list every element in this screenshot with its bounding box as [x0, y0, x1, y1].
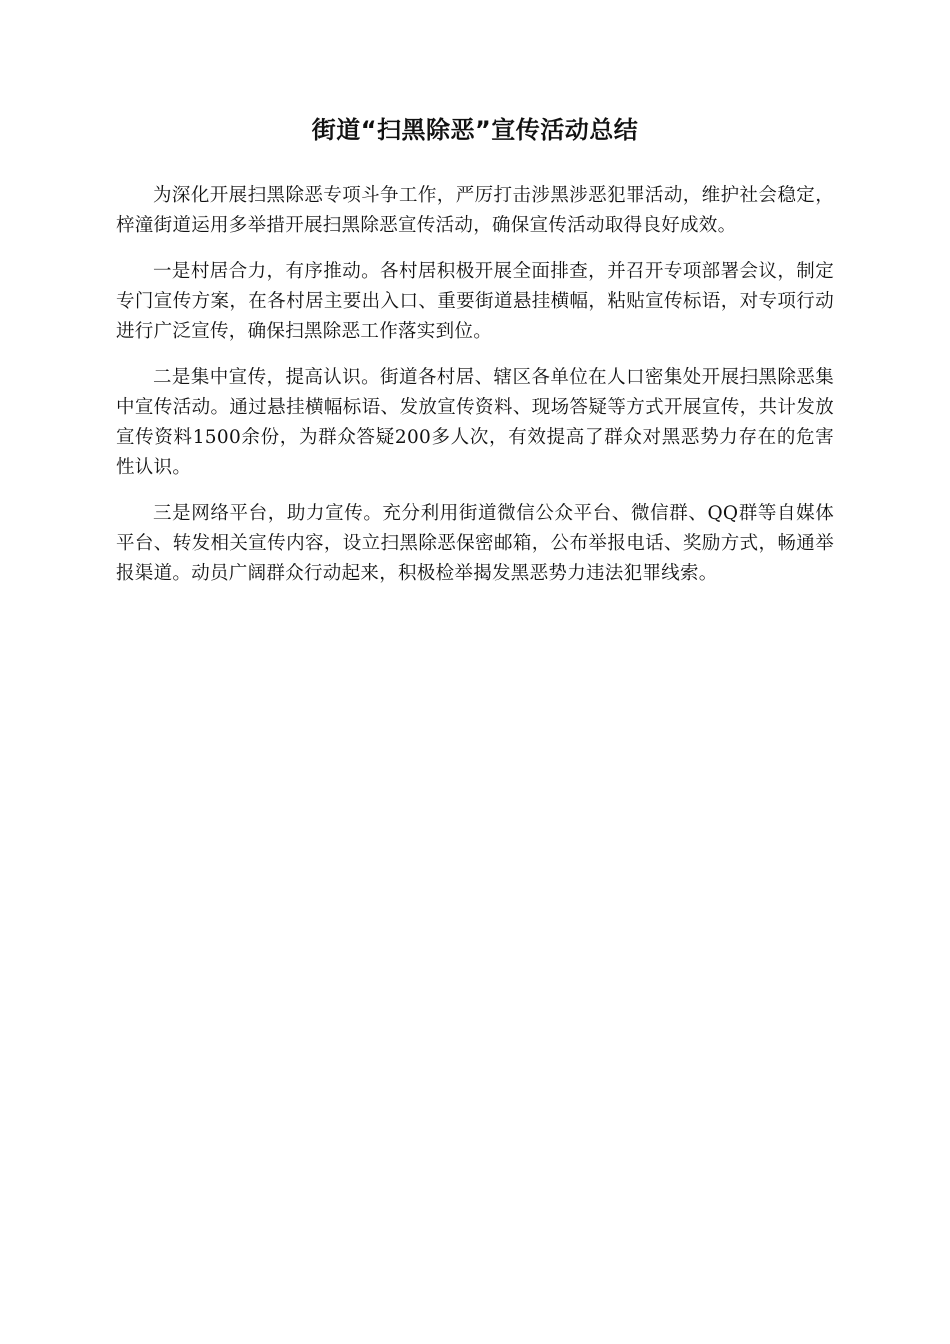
document-body	[116, 181, 834, 605]
paragraph-point-three: 三是网络平台，助力宣传。充分利用街道微信公众平台、微信群、QQ群等自媒体平台、转发相关宣传内容，设立扫黑除恶保密邮箱，公布举报电话、奖励方式，畅通举报渠道。动员广阔群众行动起来，积极检举揭发黑恶势力违法犯罪线索。	[116, 503, 834, 584]
paragraph-point-two: 二是集中宣传，提高认识。街道各村居、辖区各单位在人口密集处开展扫黑除恶集中宣传活动。通过悬挂横幅标语、发放宣传资料、现场答疑等方式开展宣传，共计发放宣传资料1500余份，为群众答疑200多人次，有效提高了群众对黑恶势力存在的危害性认识。	[116, 367, 834, 478]
document-title: 街道“扫黑除恶”宣传活动总结	[311, 116, 639, 144]
paragraph-point-one: 一是村居合力，有序推动。各村居积极开展全面排查，并召开专项部署会议，制定专门宣传方案，在各村居主要出入口、重要街道悬挂横幅，粘贴宣传标语，对专项行动进行广泛宣传，确保扫黑除恶工作落实到位。	[116, 261, 834, 342]
paragraph-intro: 为深化开展扫黑除恶专项斗争工作，严厉打击涉黑涉恶犯罪活动，维护社会稳定，梓潼街道运用多举措开展扫黑除恶宣传活动，确保宣传活动取得良好成效。	[116, 185, 834, 236]
